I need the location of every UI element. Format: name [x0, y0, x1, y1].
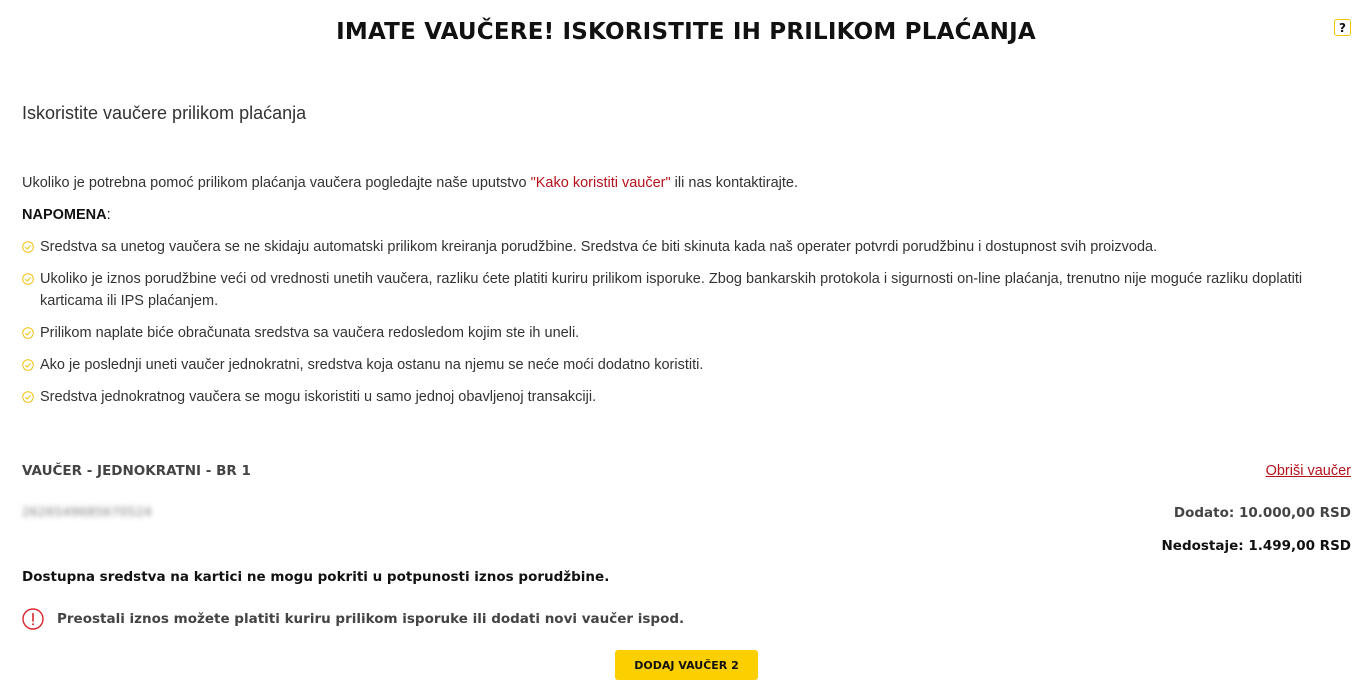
help-text — [22, 175, 798, 191]
voucher-added-amount: Dodato: 10.000,00 RSD — [1173, 505, 1351, 521]
check-circle-icon — [22, 391, 34, 403]
list-item — [21, 268, 1341, 312]
voucher-code: 2626549685670524 — [22, 505, 153, 519]
check-circle-icon — [22, 359, 34, 371]
delete-voucher-link[interactable]: Obriši vaučer — [1265, 463, 1351, 479]
list-item — [21, 386, 1341, 408]
insufficient-funds-warning: Dostupna sredstva na kartici ne mogu pokriti u potpunosti iznos porudžbine. — [22, 569, 610, 585]
page-title: IMATE VAUČERE! ISKORISTITE IH PRILIKOM PLAĆANJA — [336, 19, 1036, 45]
alert-message: Preostali iznos možete platiti kuriru prilikom isporuke ili dodati novi vaučer ispod. — [57, 611, 685, 627]
exclamation-circle-icon — [22, 608, 44, 630]
note-item-text: Sredstva sa unetog vaučera se ne skidaju automatski prilikom kreiranja porudžbine. Sredstva će biti skinuta kada naš operater potvrdi porudžbinu i dostupnost svih proizvoda. — [40, 239, 1158, 255]
note-item-text: Prilikom naplate biće obračunata sredstva sa vaučera redosledom kojim ste ih uneli. — [40, 325, 580, 341]
note-item-text: Ukoliko je iznos porudžbine veći od vrednosti unetih vaučera, razliku ćete platiti kuriru prilikom isporuke. Zbog bankarskih protokola i sigurnosti on-line plaćanja, trenutno nije moguće razliku doplatiti karticama ili IPS plaćanjem. — [40, 271, 1303, 309]
note-label-colon: : — [106, 207, 111, 223]
note-item-text: Ako je poslednji uneti vaučer jednokratni, sredstva koja ostanu na njemu se neće moći dodatno koristiti. — [40, 357, 704, 373]
check-circle-icon — [22, 327, 34, 339]
add-voucher-button[interactable]: DODAJ VAUČER 2 — [615, 650, 758, 680]
list-item — [21, 354, 1341, 376]
check-circle-icon — [22, 273, 34, 285]
help-text-suffix: ili nas kontaktirajte. — [670, 175, 798, 191]
note-label — [22, 207, 111, 223]
list-item — [21, 322, 1341, 344]
voucher-missing-amount: Nedostaje: 1.499,00 RSD — [1161, 538, 1351, 554]
question-icon: ? — [1339, 20, 1346, 35]
list-item — [21, 236, 1341, 258]
note-list — [21, 236, 1341, 418]
how-to-use-voucher-link[interactable]: "Kako koristiti vaučer" — [530, 175, 671, 191]
page-subtitle: Iskoristite vaučere prilikom plaćanja — [22, 103, 307, 123]
help-text-prefix: Ukoliko je potrebna pomoć prilikom plaćanja vaučera pogledajte naše uputstvo — [22, 175, 531, 191]
check-circle-icon — [22, 241, 34, 253]
note-item-text: Sredstva jednokratnog vaučera se mogu iskoristiti u samo jednoj obavljenoj transakciji. — [40, 389, 597, 405]
voucher-title: VAUČER - JEDNOKRATNI - BR 1 — [22, 463, 251, 479]
note-label-text: NAPOMENA — [22, 207, 107, 223]
